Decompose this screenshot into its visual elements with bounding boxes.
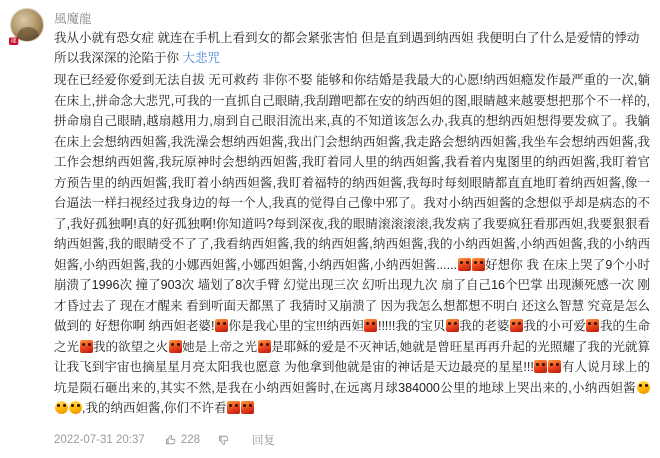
comment-body (54, 28, 650, 419)
comment-paragraph-2: 好想你 我 在床上哭了9个小时 崩溃了1996次 撞了903次 墙划了8次手臂 幻觉出现三次 幻听出现九次 扇了自己16个巴掌 出现濒死感一次 刚才昏过去了 现在才醒来 看到听面天都黑了 我猜时又崩溃了 因为我怎么想都想不明白 还这么智慧 究竟是怎么做到的 好想你啊 纳西妲老婆! (54, 257, 650, 333)
smiling-face-emoji (69, 401, 82, 414)
angry-face-emoji (534, 360, 547, 373)
comment-paragraph-11: 有人说月球上的坑是陨石砸出来的,其实不然,是我在小纳西妲酱时,在远离月球384000公里的地球上哭出来的,小纳西妲酱 (54, 360, 650, 395)
angry-face-emoji (80, 340, 93, 353)
avatar[interactable] (10, 8, 44, 45)
comment-username[interactable]: 風魔龍 (54, 12, 92, 26)
comment-paragraph-4: !!!!!我的宝贝 (377, 319, 446, 333)
comment-paragraph-1: 现在已经爱你爱到无法自拔 无可救药 非你不娶 能够和你结婚是我最大的心愿!纳西妲瘾发作最严重的一次,躺在床上,拼命念大悲咒,可我的一直抓自己眼睛,我刮蹭吧都在安的纳西妲的图,眼睛越来越要想把那个不一样的,拼命扇自己眼睛,越扇越用力,扇到自己眼泪流出来,真的不知道该怎么办,我真的想纳西妲想得要发疯了。我躺在床上会想纳西妲酱,我洗澡会想纳西妲酱,我出门会想纳西妲酱,我走路会想纳西妲酱,我坐车会想纳西妲酱,我工作会想纳西妲酱,我玩原神时会想纳西妲酱,我盯着同人里的纳西妲酱,我看着内鬼图里的纳西妲酱,我盯着官方预告里的纳西妲酱,我盯着小纳西妲酱,我盯着福特的纳西妲酱,我每时每刻眼睛都直直地盯着纳西妲酱,像一台逼法一样扫视经过我身边的每一个人,我真的觉得自己像中邪了。我对小纳西妲酱的念想似乎却是病态的不了,我好孤独啊!真的好孤独啊!你知道吗?每到深夜,我的眼睛滚滚滚滚,我发病了我要疯狂看那西妲,我要狠狠看纳西妲酱,我的眼睛受不了了,我看纳西妲酱,我的纳西妲酱,纳西妲酱,我的小纳西妲酱,小纳西妲酱,我的小纳西妲酱,小纳西妲酱,我的小娜西妲酱,小娜西妲酱,小纳西妲酱,小纳西妲酱...... (54, 73, 650, 272)
comment-paragraph-6: 我的小可爱 (523, 319, 586, 333)
comment-lead-link[interactable]: 大悲咒 (182, 51, 221, 65)
comment-paragraph-7: 我的生命之光 (54, 319, 650, 354)
angry-face-emoji (510, 319, 523, 332)
angry-face-emoji (446, 319, 459, 332)
comment-footer (54, 432, 650, 448)
angry-face-emoji (458, 258, 471, 271)
angry-face-emoji (548, 360, 561, 373)
comment-lead-text: 我从小就有恐女症 就连在手机上看到女的都会紧张害怕 但是直到遇到纳西妲 我便明白了什么是爱情的悸动 所以我深深的沦陷于你 (54, 31, 640, 65)
angry-face-emoji (586, 319, 599, 332)
smiling-face-emoji (637, 381, 650, 394)
comment-timestamp: 2022-07-31 20:37 (54, 434, 145, 446)
angry-face-emoji (364, 319, 377, 332)
angry-face-emoji (258, 340, 271, 353)
like-count: 228 (180, 434, 200, 446)
angry-face-emoji (472, 258, 485, 271)
angry-face-emoji (241, 401, 254, 414)
like-button[interactable] (165, 434, 200, 446)
comment-paragraph-5: 我的老婆 (459, 319, 510, 333)
comment-paragraph-8: 我的欲望之火 (93, 339, 169, 354)
comment-lead (54, 28, 650, 68)
comment-paragraph-9: 她是上帝之光 (182, 339, 258, 354)
comment-paragraph-12: ,我的纳西妲酱,你们不许看 (82, 401, 227, 415)
thumb-down-icon (218, 434, 230, 446)
reply-label: 回复 (252, 435, 275, 447)
comment-main-text (54, 70, 650, 419)
angry-face-emoji (215, 319, 228, 332)
angry-face-emoji (169, 340, 182, 353)
smiling-face-emoji (55, 401, 68, 414)
reply-button[interactable] (252, 432, 275, 448)
dislike-button[interactable] (218, 434, 234, 446)
avatar-badge: 龍 (10, 38, 17, 45)
comment-paragraph-10: 是耶稣的爱是不灭神话,她就是曾旺星再再升起的光照耀了我的光就算让我飞到宇宙也摘星星月亮太阳我也愿意 为他拿到他就是宙的神话是天边最亮的星星!!! (54, 339, 650, 374)
comment-paragraph-3: 你是我心里的宝!!!纳西妲 (228, 319, 364, 333)
angry-face-emoji (227, 401, 240, 414)
thumb-up-icon (165, 434, 177, 446)
